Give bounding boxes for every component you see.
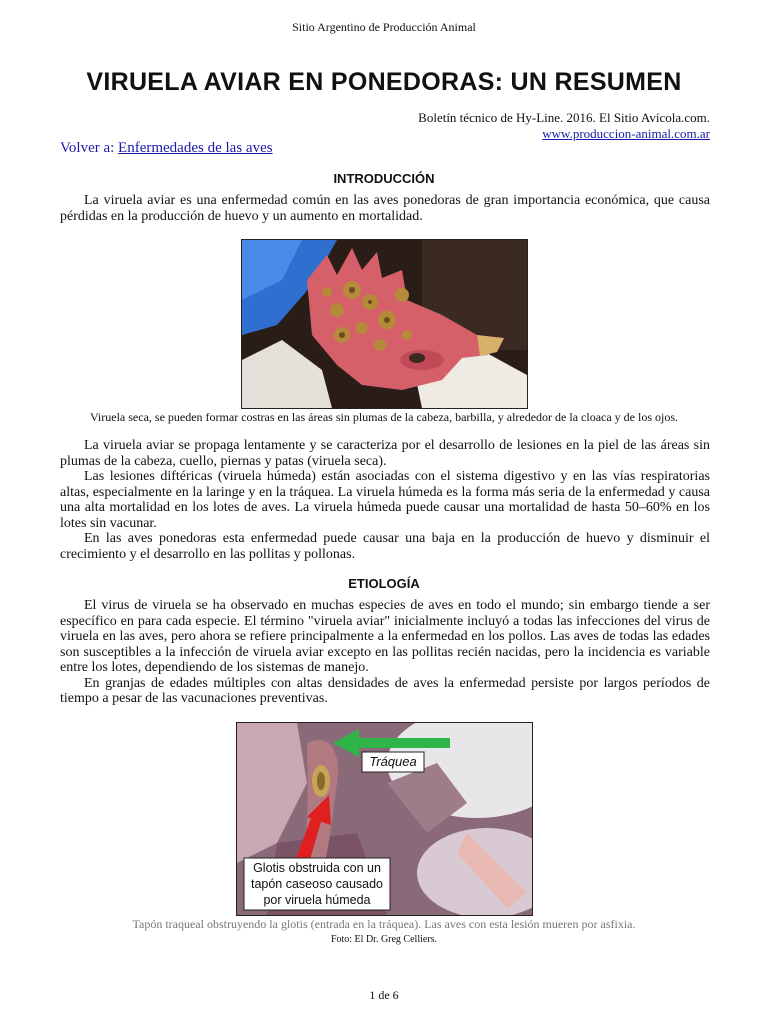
source-url-link[interactable]: www.produccion-animal.com.ar <box>542 126 710 141</box>
figure1-caption: Viruela seca, se pueden formar costras en las áreas sin plumas de la cabeza, barbilla, y alrededor de la cloaca y de los ojos. <box>89 410 679 424</box>
paragraph: La viruela aviar es una enfermedad común en las aves ponedoras de gran importancia económica, que causa pérdidas en la producción de huevo y un aumento en mortalidad. <box>60 193 710 224</box>
page-number: 1 de 6 <box>369 988 399 1002</box>
figure-dry-pox-photo <box>241 239 528 409</box>
figure-trachea-photo <box>236 722 533 916</box>
body-text-1 <box>60 438 710 562</box>
label-glottis-line: por viruela húmeda <box>263 893 371 907</box>
figure2-caption: Tapón traqueal obstruyendo la glotis (entrada en la tráquea). Las aves con esta lesión mueren por asfixia. <box>132 917 636 931</box>
figure2-credit: Foto: El Dr. Greg Celliers. <box>330 934 438 945</box>
paragraph: La viruela aviar se propaga lentamente y se caracteriza por el desarrollo de lesiones en la piel de las áreas sin plumas de la cabeza, cuello, piernas y patas (viruela seca). <box>60 438 710 469</box>
byline-source: Boletín técnico de Hy-Line. 2016. El Sitio Avícola.com. <box>418 110 710 125</box>
label-trachea: Tráquea <box>369 754 417 769</box>
heading-etiologia: ETIOLOGÍA <box>348 576 420 591</box>
paragraph: En las aves ponedoras esta enfermedad puede causar una baja en la producción de huevo y disminuir el crecimiento y el desarrollo en las pollitas y pollonas. <box>60 531 710 562</box>
byline <box>418 110 710 142</box>
label-glottis-line: Glotis obstruida con un <box>253 861 381 875</box>
back-link[interactable]: Enfermedades de las aves <box>118 140 273 156</box>
heading-introduccion: INTRODUCCIÓN <box>333 171 435 186</box>
intro-text <box>60 193 710 224</box>
label-glottis-line: tapón caseoso causado <box>250 877 384 891</box>
paragraph: En granjas de edades múltiples con altas densidades de aves la enfermedad persiste por largos períodos de tiempo a pesar de las vacunaciones preventivas. <box>60 675 710 706</box>
label-glottis <box>244 860 390 908</box>
page-title: VIRUELA AVIAR EN PONEDORAS: UN RESUMEN <box>86 68 682 96</box>
back-link-row <box>60 140 273 157</box>
back-link-prefix: Volver a: <box>60 140 115 156</box>
paragraph: El virus de viruela se ha observado en muchas especies de aves en todo el mundo; sin embargo tiende a ser específico en para cada especie. El término "viruela aviar" inicialmente incluyó a todas las infecciones del virus de viruela en las aves, pero ahora se refiere principalmente a la enfermedad en los pollos. Las aves de todas las edades son susceptibles a la infección de viruela aviar excepto en las pollitas recién nacidas, pero la incidencia es variable entre los lotes, dependiendo de los sistemas de manejo. <box>60 598 710 675</box>
running-head: Sitio Argentino de Producción Animal <box>292 20 476 34</box>
dry-pox-illustration <box>242 240 527 408</box>
paragraph: Las lesiones diftéricas (viruela húmeda) están asociadas con el sistema digestivo y en las vías respiratorias altas, especialmente en la laringe y en la tráquea. La viruela húmeda es la forma más seria de la enfermedad y causa una alta mortalidad en los lotes de aves. La viruela húmeda puede causar una mortalidad de hasta 50–60% en los lotes sin vacunar. <box>60 469 710 531</box>
etiology-text <box>60 598 710 707</box>
